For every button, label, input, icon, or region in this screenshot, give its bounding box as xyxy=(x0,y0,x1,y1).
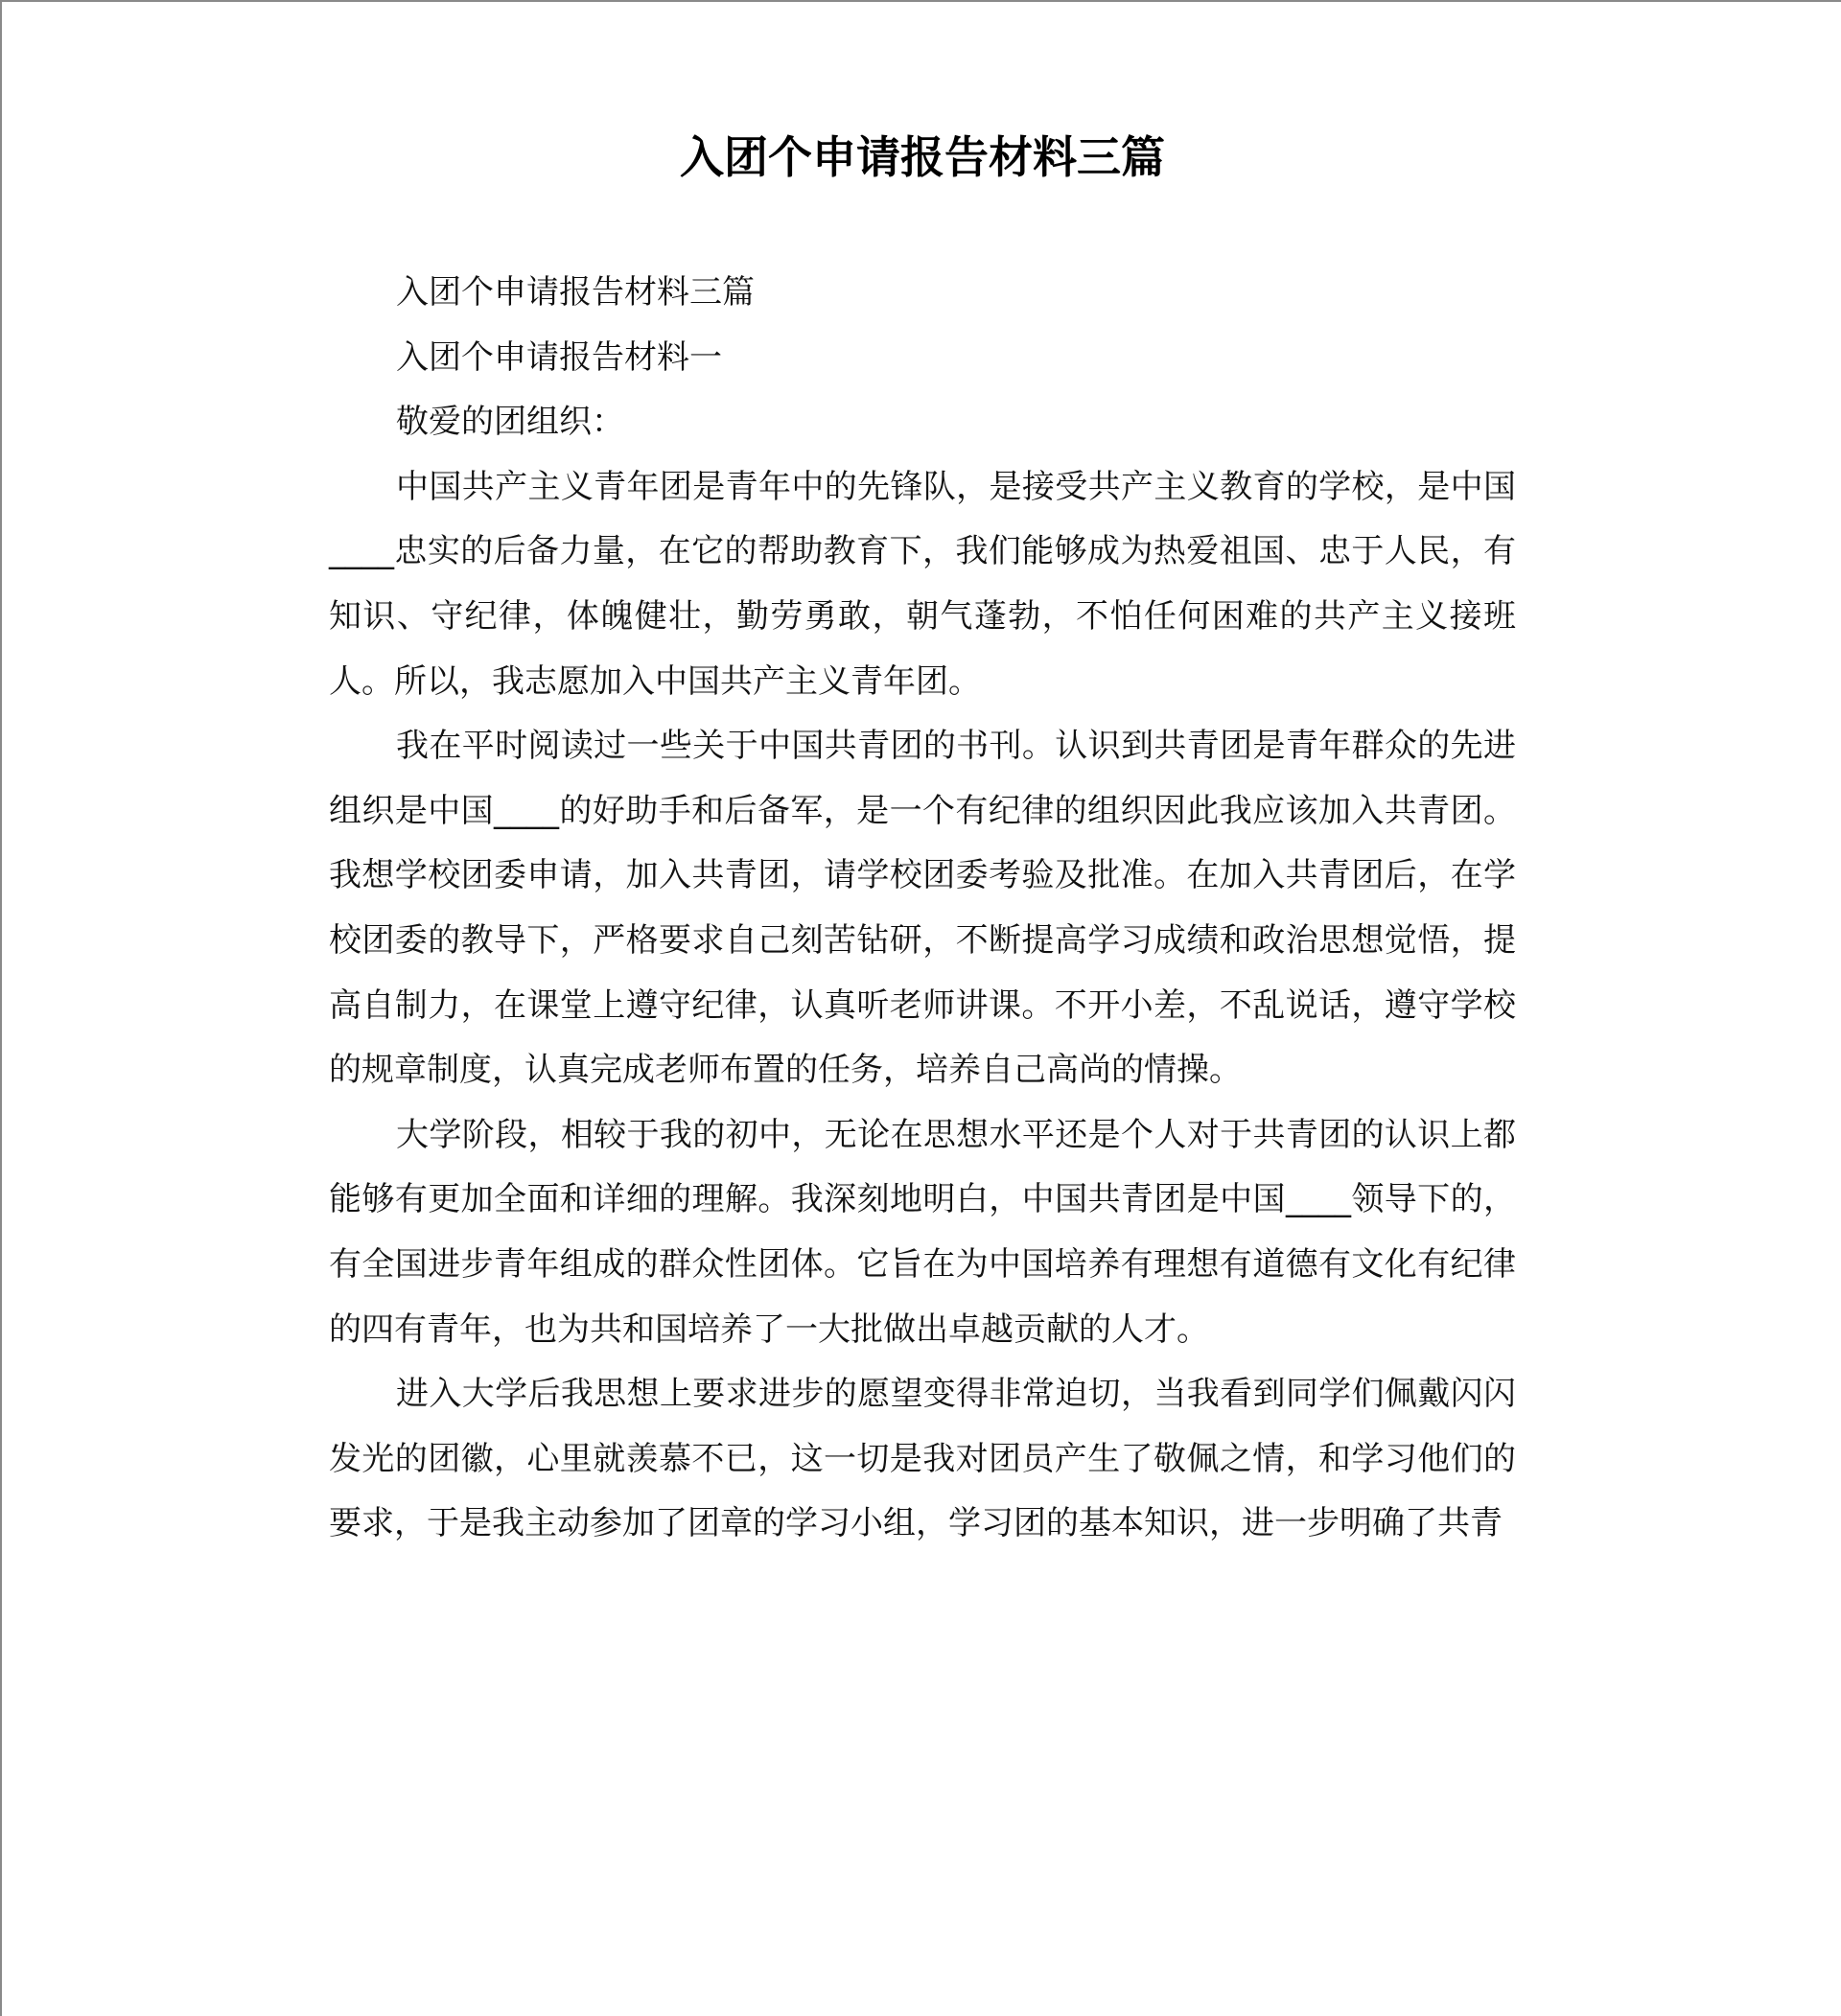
document-title: 入团个申请报告材料三篇 xyxy=(680,131,1165,183)
subtitle-paragraph: 入团个申请报告材料三篇 xyxy=(396,273,755,312)
section-heading: 入团个申请报告材料一 xyxy=(396,337,722,377)
document-body xyxy=(329,261,1516,1557)
body-paragraph: 大学阶段，相较于我的初中，无论在思想水平还是个人对于共青团的认识上都能够有更加全面和详细的理解。我深刻地明白，中国共青团是中国____领导下的，有全国进步青年组成的群众性团体。它旨在为中国培养有理想有道德有文化有纪律的四有青年，也为共和国培养了一大批做出卓越贡献的人才。 xyxy=(329,1115,1516,1349)
body-paragraph: 中国共产主义青年团是青年中的先锋队，是接受共产主义教育的学校，是中国____忠实的后备力量，在它的帮助教育下，我们能够成为热爱祖国、忠于人民，有知识、守纪律，体魄健壮，勤劳勇敢，朝气蓬勃，不怕任何困难的共产主义接班人。所以，我志愿加入中国共产主义青年团。 xyxy=(329,467,1516,701)
salutation: 敬爱的团组织： xyxy=(396,403,624,442)
body-paragraph: 我在平时阅读过一些关于中国共青团的书刊。认识到共青团是青年群众的先进组织是中国____的好助手和后备军，是一个有纪律的组织因此我应该加入共青团。我想学校团委申请，加入共青团，请学校团委考验及批准。在加入共青团后，在学校团委的教导下，严格要求自己刻苦钻研，不断提高学习成绩和政治思想觉悟，提高自制力，在课堂上遵守纪律，认真听老师讲课。不开小差，不乱说话，遵守学校的规章制度，认真完成老师布置的任务，培养自己高尚的情操。 xyxy=(329,727,1516,1090)
body-paragraph: 进入大学后我思想上要求进步的愿望变得非常迫切，当我看到同学们佩戴闪闪发光的团徽，心里就羡慕不已，这一切是我对团员产生了敬佩之情，和学习他们的要求，于是我主动参加了团章的学习小组，学习团的基本知识，进一步明确了共青 xyxy=(329,1375,1516,1543)
